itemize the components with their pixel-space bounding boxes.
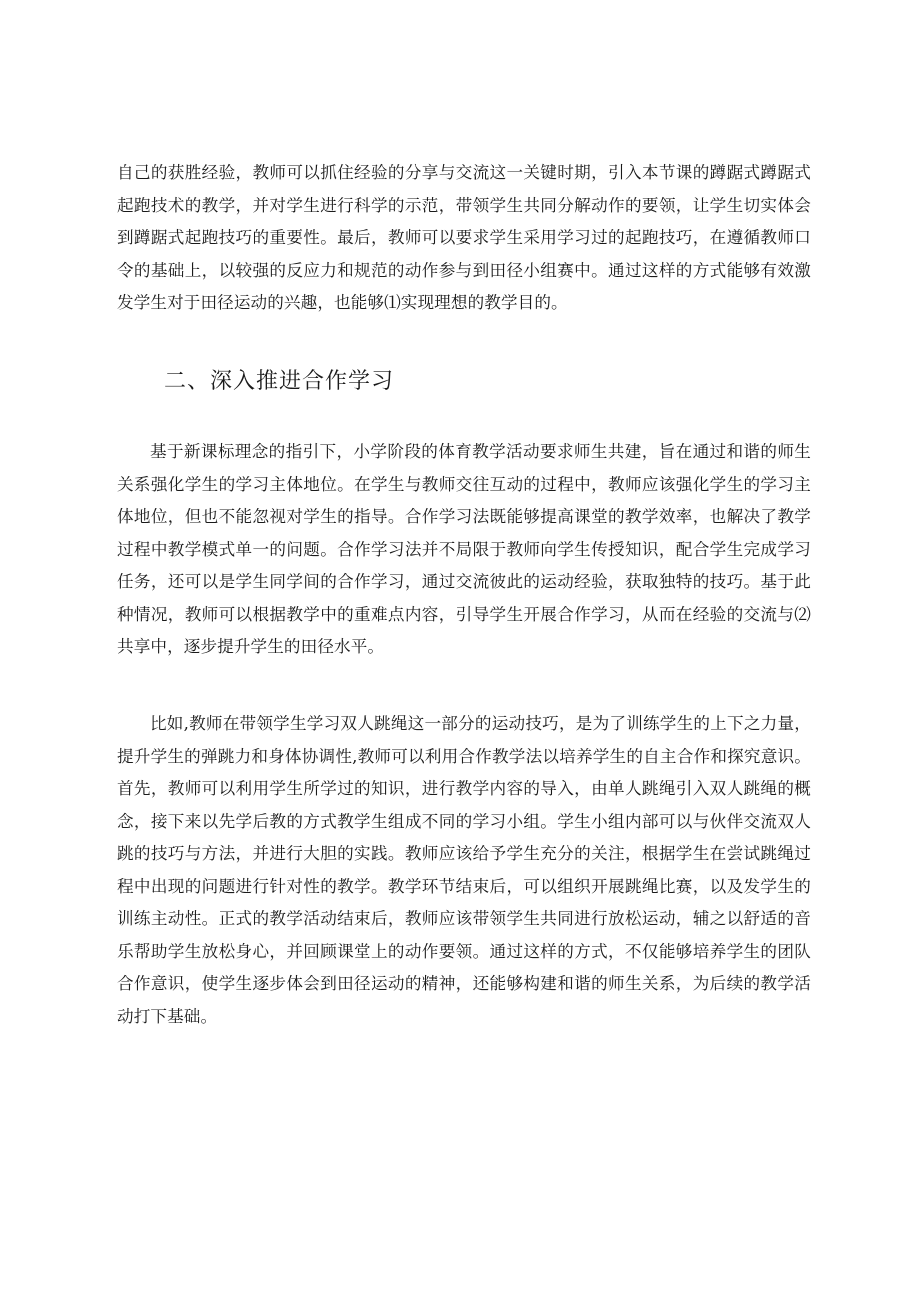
section-heading: 二、深入推进合作学习 xyxy=(164,369,395,394)
body-paragraph: 基于新课标理念的指引下，小学阶段的体育教学活动要求师生共建，旨在通过和谐的师生关系强化学生的学习主体地位。在学生与教师交往互动的过程中，教师应该强化学生的学习主体地位，但也不能忽视对学生的指导。合作学习法既能够提高课堂的教学效率，也解决了教学过程中教学模式单一的问题。合作学习法并不局限于教师向学生传授知识，配合学生完成学习任务，还可以是学生同学间的合作学习，通过交流彼此的运动经验，获取独特的技巧。基于此种情况，教师可以根据教学中的重难点内容，引导学生开展合作学习，从而在经验的交流与⑵共享中，逐步提升学生的田径水平。 xyxy=(117,442,811,656)
body-paragraph: 自己的获胜经验，教师可以抓住经验的分享与交流这一关键时期，引入本节课的蹲踞式蹲踞式起跑技术的教学，并对学生进行科学的示范，带领学生共同分解动作的要领，让学生切实体会到蹲踞式起跑技巧的重要性。最后，教师可以要求学生采用学习过的起跑技巧，在遵循教师口令的基础上，以较强的反应力和规范的动作参与到田径小组赛中。通过这样的方式能够有效激发学生对于田径运动的兴趣，也能够⑴实现理想的教学目的。 xyxy=(117,163,811,312)
body-paragraph: 比如,教师在带领学生学习双人跳绳这一部分的运动技巧，是为了训练学生的上下之力量，提升学生的弹跳力和身体协调性,教师可以利用合作教学法以培养学生的自主合作和探究意识。首先，教师可以利用学生所学过的知识，进行教学内容的导入，由单人跳绳引入双人跳绳的概念，接下来以先学后教的方式教学生组成不同的学习小组。学生小组内部可以与伙伴交流双人跳的技巧与方法，并进行大胆的实践。教师应该给予学生充分的关注，根据学生在尝试跳绳过程中出现的问题进行针对性的教学。教学环节结束后，可以组织开展跳绳比赛，以及发学生的训练主动性。正式的教学活动结束后，教师应该带领学生共同进行放松运动，辅之以舒适的音乐帮助学生放松身心，并回顾课堂上的动作要领。通过这样的方式，不仅能够培养学生的团队合作意识，使学生逐步体会到田径运动的精神，还能够构建和谐的师生关系，为后续的教学活动打下基础。 xyxy=(117,714,811,1026)
